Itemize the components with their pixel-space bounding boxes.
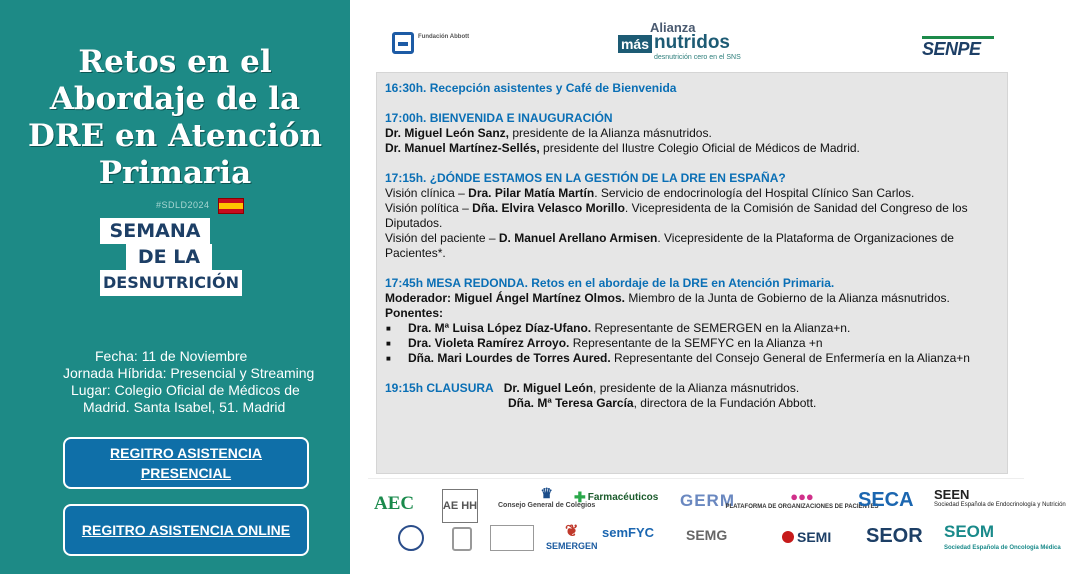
program-section-round-table	[385, 276, 999, 366]
event-mode: Jornada Híbrida: Presencial y Streaming	[63, 365, 315, 381]
left-panel	[0, 0, 350, 574]
event-place: Lugar: Colegio Oficial de Médicos de	[71, 382, 300, 398]
title-line: DRE en Atención	[27, 118, 323, 154]
speaker-line	[385, 231, 999, 261]
logo-line-de-la: DE LA	[126, 244, 212, 270]
semi-logo	[782, 529, 831, 545]
seen-subtitle: Sociedad Española de Endocrinología y Nutrición	[934, 502, 1066, 508]
section-heading: 17:00h. BIENVENIDA E INAUGURACIÓN	[385, 111, 613, 125]
event-address: Madrid. Santa Isabel, 51. Madrid	[83, 399, 286, 415]
semg-logo: SEMG	[686, 527, 728, 543]
section-heading: 17:15h. ¿DÓNDE ESTAMOS EN LA GESTIÓN DE LA DRE EN ESPAÑA?	[385, 171, 786, 185]
semfyc-logo: semFYC	[602, 525, 655, 540]
speaker-role: presidente del Ilustre Colegio Oficial de Médicos de Madrid.	[539, 141, 860, 155]
alianza-nutridos: nutridos	[654, 32, 730, 53]
abbott-label: Fundación Abbott	[418, 34, 470, 40]
alianza-top: Alianza	[650, 20, 696, 35]
speaker-name: Dr. Miguel León Sanz,	[385, 126, 510, 140]
speaker-line	[385, 141, 999, 156]
alianza-masnutridos-logo	[618, 20, 778, 64]
fundacion-abbott-logo	[392, 32, 492, 56]
moderator-role: Miembro de la Junta de Gobierno de la Alianza másnutridos.	[625, 291, 950, 305]
semi-label: SEMI	[797, 529, 832, 545]
vision-label: Visión política –	[385, 201, 473, 215]
society-seal-icon	[398, 525, 424, 551]
section-heading: 19:15h CLAUSURA	[385, 381, 494, 395]
senpe-logo	[922, 36, 994, 64]
society-shield-icon	[452, 527, 472, 551]
vision-label: Visión del paciente –	[385, 231, 499, 245]
senpe-label: SENPE	[922, 39, 981, 59]
register-online-button[interactable]	[63, 504, 309, 556]
pop-label: PLATAFORMA DE ORGANIZACIONES DE PACIENTES	[725, 504, 879, 510]
farma-label: Farmacéuticos	[587, 492, 659, 503]
speaker-name: Dña. Elvira Velasco Morillo	[472, 201, 625, 215]
vision-label: Visión clínica –	[385, 186, 469, 200]
moderator-name: Moderador: Miguel Ángel Martínez Olmos.	[385, 291, 626, 305]
society-box-icon	[490, 525, 534, 551]
logo-line-desnutricion: DESNUTRICIÓN	[100, 270, 242, 296]
seor-logo: SEOR	[866, 525, 923, 547]
germ-logo: GERM	[680, 491, 735, 510]
pop-logo: ●●● PLATAFORMA DE ORGANIZACIONES DE PACIENTES	[725, 489, 879, 510]
event-date: Fecha: 11 de Noviembre	[95, 348, 248, 364]
speaker-name: Dr. Miguel León	[503, 381, 594, 395]
speaker-role: presidente de la Alianza másnutridos.	[509, 126, 712, 140]
speaker-bullet	[385, 336, 999, 351]
abbott-icon	[392, 32, 414, 54]
cgc-logo: ♛ Consejo General de Colegios	[498, 485, 596, 509]
closing-line	[385, 396, 999, 411]
moderator-line	[385, 291, 999, 306]
speaker-bullet	[385, 321, 999, 336]
speaker-line	[385, 201, 999, 231]
semergen-label: SEMERGEN	[546, 541, 598, 551]
program-section-welcome	[385, 111, 999, 156]
speaker-role: . Vicepresidenta de la Comisión de Sanidad del Congreso de los Diputados.	[385, 201, 968, 230]
semi-dot-icon	[782, 531, 794, 543]
speaker-name: D. Manuel Arellano Armisen	[498, 231, 658, 245]
speaker-role: , presidente de la Alianza másnutridos.	[593, 381, 800, 395]
register-presencial-button[interactable]	[63, 437, 309, 489]
program-section-reception	[385, 81, 999, 96]
aehh-logo: AE HH	[442, 489, 478, 523]
title-line: Primaria	[98, 155, 252, 191]
alianza-subtitle: desnutrición cero en el SNS	[654, 54, 741, 61]
logo-hashtag: #SDLD2024	[156, 200, 210, 210]
seen-logo	[934, 487, 1066, 508]
seen-label: SEEN	[934, 487, 970, 502]
title-line: Abordaje de la	[49, 81, 301, 117]
speakers-label: Ponentes:	[385, 306, 444, 320]
speaker-name: Dra. Mª Luisa López Díaz-Ufano.	[408, 321, 592, 335]
speaker-role: Representante del Consejo General de Enfermería en la Alianza+n	[610, 351, 970, 365]
speaker-name: Dra. Violeta Ramírez Arroyo.	[408, 336, 570, 350]
register-presencial-label: REGITRO ASISTENCIA PRESENCIAL	[110, 445, 262, 481]
speaker-bullet	[385, 351, 999, 366]
program-section-where-are-we	[385, 171, 999, 261]
speaker-name: Dr. Manuel Martínez-Sellés,	[385, 141, 540, 155]
program-section-closing	[385, 381, 999, 411]
section-heading: 17:45h MESA REDONDA. Retos en el abordaje de la DRE en Atención Primaria.	[385, 276, 835, 290]
spain-flag-icon	[218, 198, 244, 214]
sponsor-logos	[368, 478, 1066, 574]
logo-line-semana: SEMANA	[100, 218, 210, 244]
speaker-line	[385, 126, 999, 141]
speaker-name: Dña. Mari Lourdes de Torres Aured.	[408, 351, 611, 365]
seca-logo: SECA	[858, 489, 914, 511]
seom-subtitle: Sociedad Española de Oncología Médica	[944, 545, 1061, 551]
aec-logo: AEC	[374, 493, 415, 514]
speaker-line	[385, 186, 999, 201]
closing-line	[385, 381, 999, 396]
speaker-role: Representante de SEMERGEN en la Alianza+n.	[591, 321, 851, 335]
program-box	[376, 72, 1008, 474]
speaker-role: Representante de la SEMFYC en la Alianza +n	[569, 336, 823, 350]
speaker-role: . Vicepresidente de la Plataforma de Organizaciones de Pacientes*.	[385, 231, 954, 260]
section-heading: 16:30h. Recepción asistentes y Café de Bienvenida	[385, 81, 677, 95]
speaker-role: . Servicio de endocrinología del Hospital Clínico San Carlos.	[594, 186, 915, 200]
alianza-mas: más	[618, 35, 652, 53]
farmaceuticos-logo: ✚ Farmacéuticos	[574, 489, 659, 505]
seom-logo	[944, 523, 1061, 557]
speaker-role: , directora de la Fundación Abbott.	[633, 396, 817, 410]
seom-label: SEOM	[944, 522, 995, 541]
event-title	[10, 44, 340, 192]
speaker-name: Dra. Pilar Matía Martín	[468, 186, 595, 200]
register-online-label: REGITRO ASISTENCIA ONLINE	[81, 522, 291, 538]
event-info	[50, 348, 320, 416]
speaker-name: Dña. Mª Teresa García	[508, 396, 634, 410]
semana-desnutricion-logo	[100, 198, 250, 304]
title-line: Retos en el	[78, 44, 272, 80]
semergen-logo: ❦ SEMERGEN	[546, 523, 598, 551]
cgc-label: Consejo General de Colegios	[498, 502, 596, 509]
